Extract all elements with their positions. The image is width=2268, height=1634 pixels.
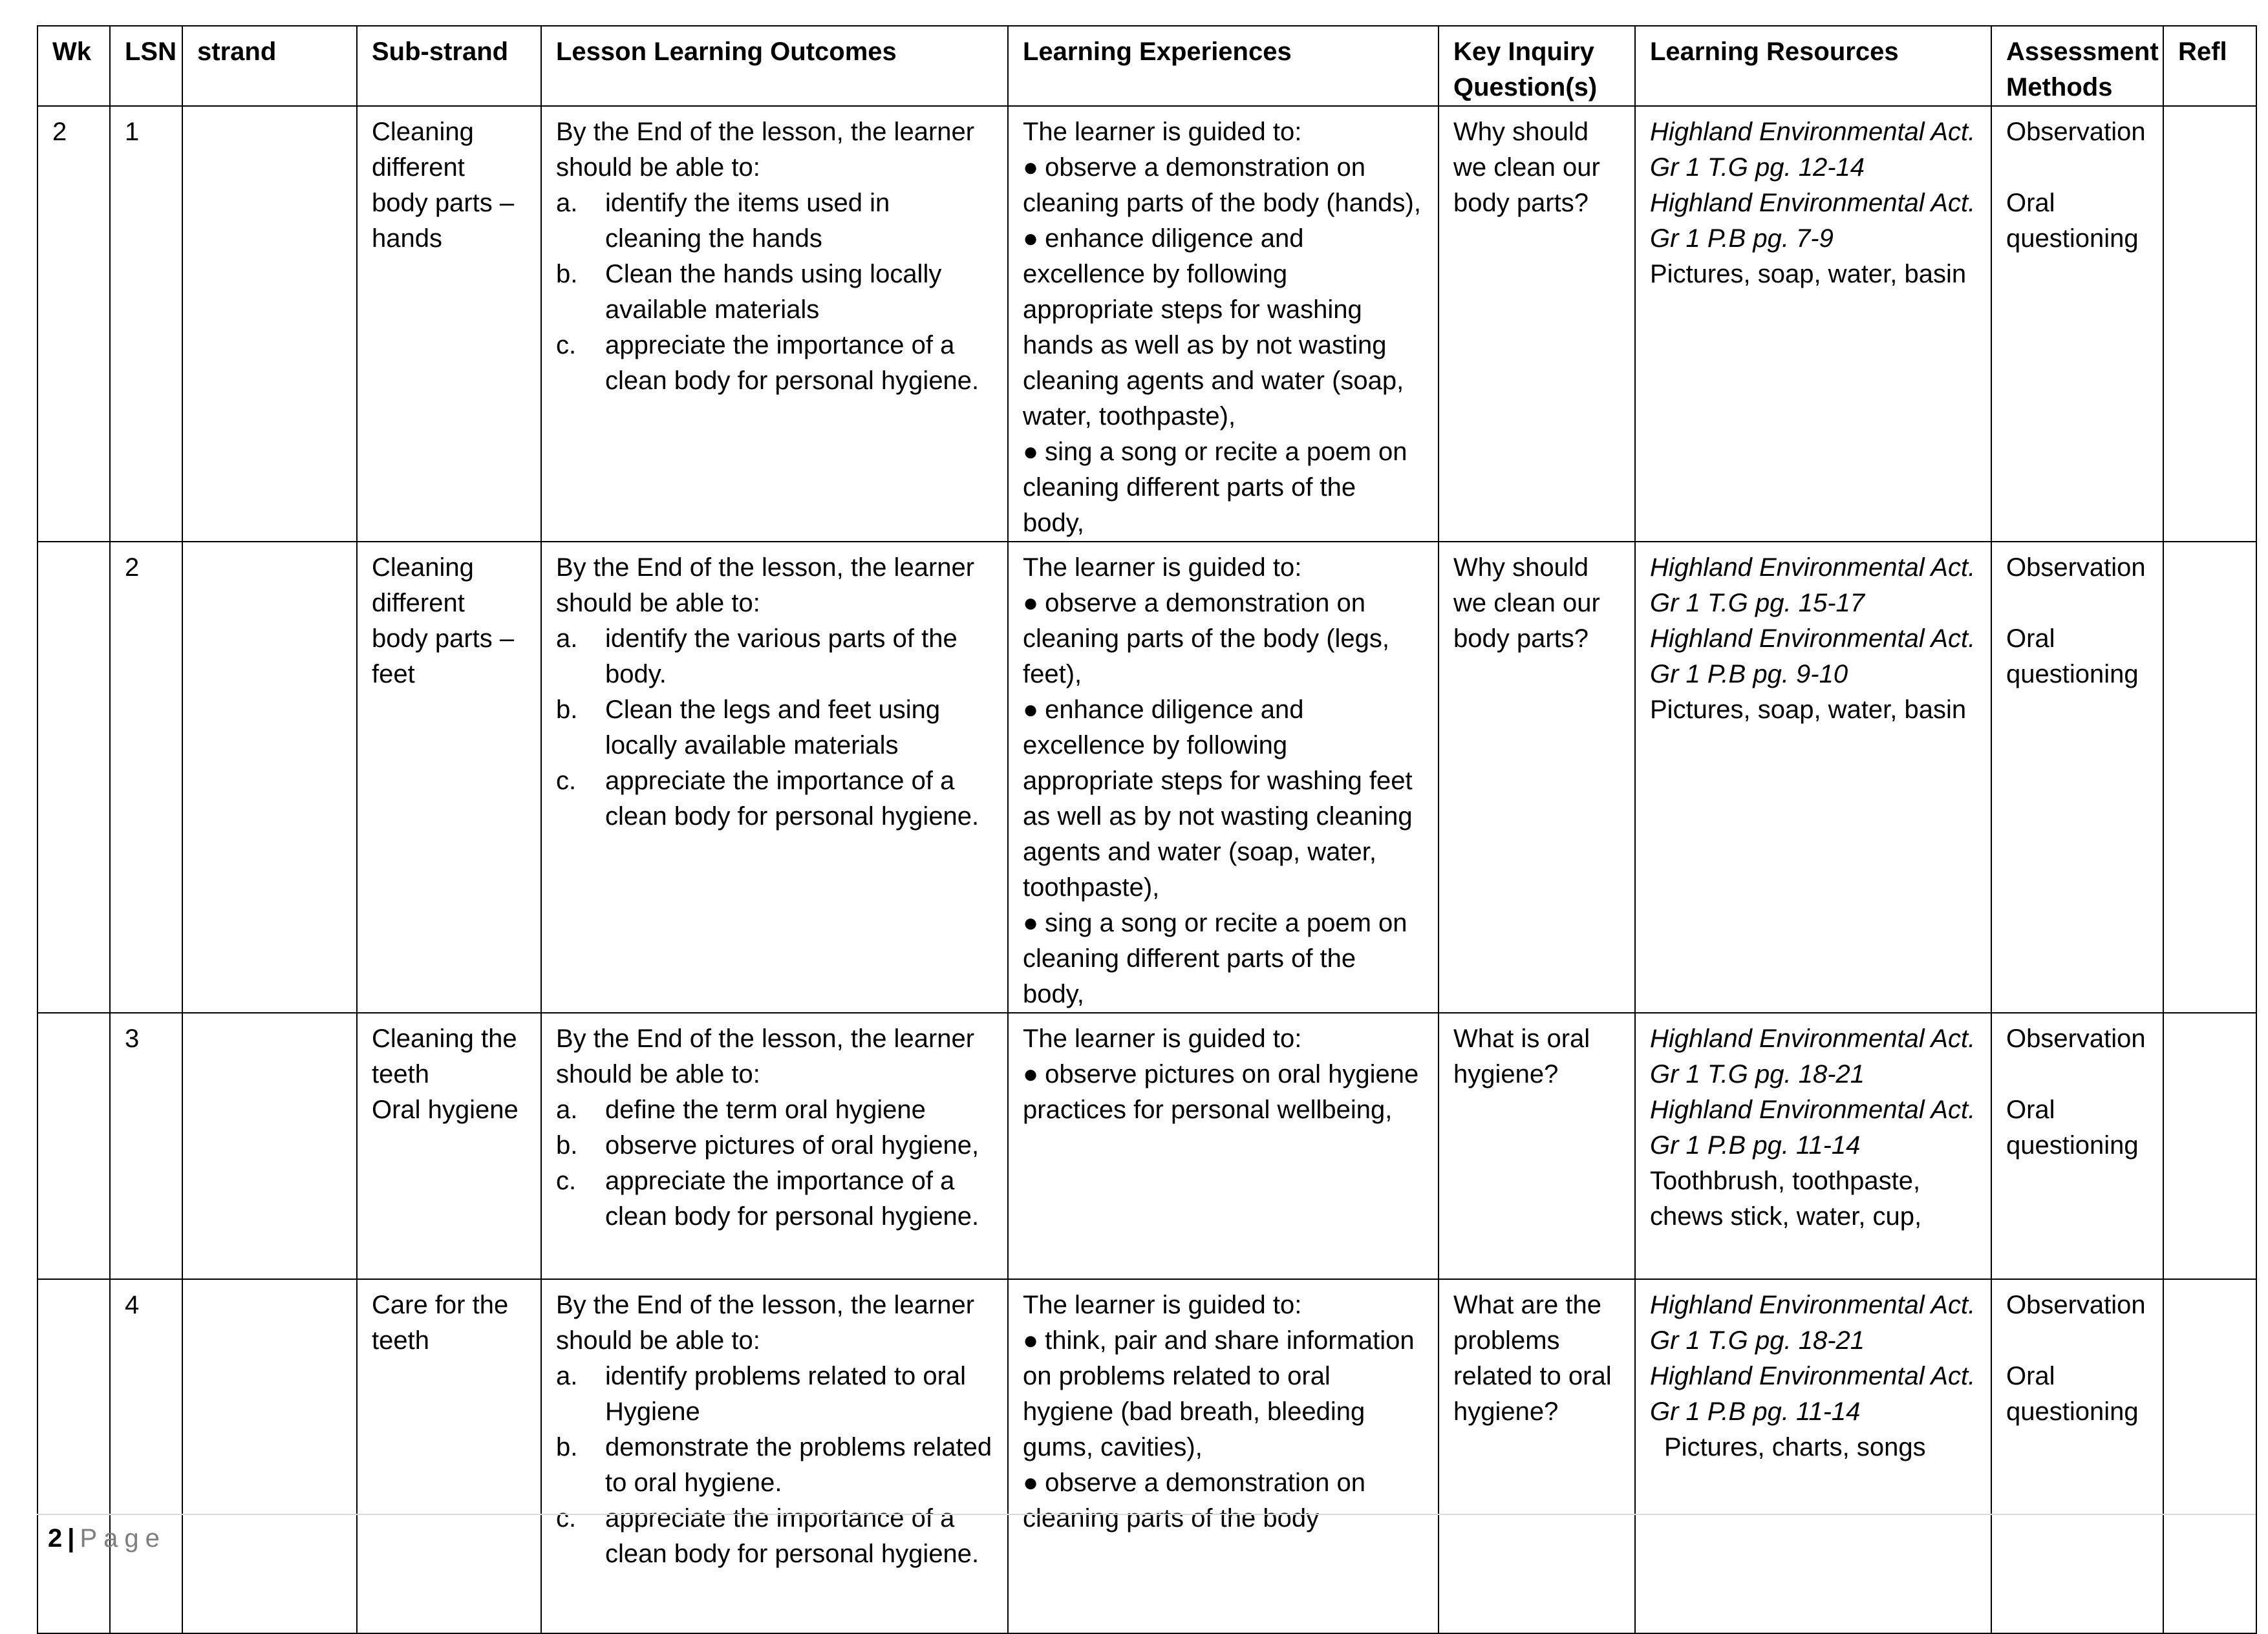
spacer xyxy=(2006,1323,2148,1359)
cell-refl xyxy=(2163,106,2256,542)
list-text: identify the various parts of the body. xyxy=(605,624,957,688)
cell-experiences xyxy=(1008,1013,1439,1279)
header-assessment: Assessment Methods xyxy=(1991,26,2163,106)
list-text: observe pictures of oral hygiene, xyxy=(605,1131,979,1160)
list-text: enhance diligence and excellence by following appropriate steps for washing feet as well as by not wasting cleaning agents and water (soap, water, toothpaste), xyxy=(1023,695,1413,902)
cell-wk: 2 xyxy=(37,106,110,542)
table-row xyxy=(37,542,2256,1013)
experiences-intro: The learner is guided to: xyxy=(1023,1291,1302,1319)
resource-pupil-book: Highland Environmental Act. Gr 1 P.B pg. 9-10 xyxy=(1650,624,1976,688)
list-item xyxy=(556,692,993,763)
table-row xyxy=(37,1013,2256,1279)
cell-assessment xyxy=(1991,542,2163,1013)
header-wk: Wk xyxy=(37,26,110,106)
experiences-intro: The learner is guided to: xyxy=(1023,1024,1302,1053)
bullet-icon: ● xyxy=(1023,589,1039,617)
cell-strand xyxy=(182,1013,357,1279)
cell-inquiry: What are the problems related to oral hygiene? xyxy=(1439,1279,1635,1633)
list-marker: b. xyxy=(556,260,578,288)
outcomes-list xyxy=(556,1359,993,1572)
cell-experiences xyxy=(1008,1279,1439,1633)
list-marker: a. xyxy=(556,624,578,653)
cell-strand xyxy=(182,1279,357,1633)
cell-outcomes xyxy=(541,1279,1008,1633)
list-marker: c. xyxy=(556,331,577,359)
list-item xyxy=(1023,692,1424,906)
list-text: sing a song or recite a poem on cleaning different parts of the body, xyxy=(1023,438,1407,537)
list-text: observe a demonstration on cleaning parts of the body (hands), xyxy=(1023,153,1421,217)
header-refl: Refl xyxy=(2163,26,2256,106)
resource-teacher-guide: Highland Environmental Act. Gr 1 T.G pg. 15-17 xyxy=(1650,553,1976,617)
outcomes-intro: By the End of the lesson, the learner should be able to: xyxy=(556,118,975,182)
resource-materials: Pictures, charts, songs xyxy=(1664,1433,1926,1461)
cell-resources xyxy=(1635,1279,1991,1633)
cell-refl xyxy=(2163,542,2256,1013)
cell-lsn: 1 xyxy=(110,106,182,542)
cell-wk xyxy=(37,1013,110,1279)
outcomes-intro: By the End of the lesson, the learner should be able to: xyxy=(556,553,975,617)
list-item xyxy=(1023,1323,1424,1465)
list-text: identify the items used in cleaning the hands xyxy=(605,189,890,253)
cell-strand xyxy=(182,542,357,1013)
cell-wk xyxy=(37,1279,110,1633)
bullet-icon: ● xyxy=(1023,224,1039,253)
cell-experiences xyxy=(1008,542,1439,1013)
cell-inquiry: What is oral hygiene? xyxy=(1439,1013,1635,1279)
assessment-method: Oral questioning xyxy=(2006,1096,2139,1160)
substrand-title: Cleaning the teeth xyxy=(372,1024,517,1088)
resource-materials: Pictures, soap, water, basin xyxy=(1650,260,1967,288)
outcomes-list xyxy=(556,186,993,399)
list-item xyxy=(556,621,993,692)
cell-outcomes xyxy=(541,1013,1008,1279)
list-text: demonstrate the problems related to oral hygiene. xyxy=(605,1433,992,1497)
outcomes-intro: By the End of the lesson, the learner should be able to: xyxy=(556,1024,975,1088)
resource-materials: Toothbrush, toothpaste, chews stick, water, cup, xyxy=(1650,1167,1922,1231)
outcomes-intro: By the End of the lesson, the learner should be able to: xyxy=(556,1291,975,1355)
list-item xyxy=(1023,434,1424,541)
experiences-intro: The learner is guided to: xyxy=(1023,553,1302,582)
footer-separator: | xyxy=(67,1524,75,1553)
assessment-method: Observation xyxy=(2006,118,2146,146)
header-lsn: LSN xyxy=(110,26,182,106)
resource-pupil-book: Highland Environmental Act. Gr 1 P.B pg. 11-14 xyxy=(1650,1362,1976,1426)
page-number: 2 xyxy=(48,1524,63,1553)
cell-resources xyxy=(1635,1013,1991,1279)
cell-lsn: 2 xyxy=(110,542,182,1013)
experiences-intro: The learner is guided to: xyxy=(1023,118,1302,146)
bullet-icon: ● xyxy=(1023,1469,1039,1497)
header-resources: Learning Resources xyxy=(1635,26,1991,106)
cell-inquiry: Why should we clean our body parts? xyxy=(1439,106,1635,542)
page-label: Page xyxy=(80,1524,166,1553)
resource-pupil-book: Highland Environmental Act. Gr 1 P.B pg. 11-14 xyxy=(1650,1096,1976,1160)
cell-refl xyxy=(2163,1279,2256,1633)
spacer xyxy=(2006,150,2148,186)
bullet-icon: ● xyxy=(1023,1326,1039,1355)
spacer xyxy=(2006,1057,2148,1092)
substrand-subtitle: Oral hygiene xyxy=(372,1096,519,1124)
list-item xyxy=(1023,221,1424,434)
cell-wk xyxy=(37,542,110,1013)
list-text: think, pair and share information on problems related to oral hygiene (bad breath, bleeding gums, cavities), xyxy=(1023,1326,1415,1461)
list-marker: a. xyxy=(556,189,578,217)
bullet-icon: ● xyxy=(1023,909,1039,937)
assessment-method: Oral questioning xyxy=(2006,624,2139,688)
cell-assessment xyxy=(1991,106,2163,542)
cell-lsn: 4 xyxy=(110,1279,182,1633)
list-item xyxy=(556,1128,993,1163)
assessment-method: Observation xyxy=(2006,1291,2146,1319)
header-inquiry: Key Inquiry Question(s) xyxy=(1439,26,1635,106)
list-marker: c. xyxy=(556,767,577,795)
bullet-icon: ● xyxy=(1023,153,1039,182)
resource-teacher-guide: Highland Environmental Act. Gr 1 T.G pg. 18-21 xyxy=(1650,1024,1976,1088)
assessment-method: Observation xyxy=(2006,553,2146,582)
outcomes-list xyxy=(556,621,993,834)
resource-materials: Pictures, soap, water, basin xyxy=(1650,695,1967,724)
resource-teacher-guide: Highland Environmental Act. Gr 1 T.G pg. 12-14 xyxy=(1650,118,1976,182)
cell-substrand xyxy=(357,1013,541,1279)
cell-lsn: 3 xyxy=(110,1013,182,1279)
header-strand: strand xyxy=(182,26,357,106)
cell-assessment xyxy=(1991,1279,2163,1633)
list-item xyxy=(556,328,993,399)
list-text: enhance diligence and excellence by following appropriate steps for washing hands as well as by not wasting cleaning agents and water (soap, water, toothpaste), xyxy=(1023,224,1404,430)
list-item xyxy=(556,1163,993,1235)
list-item xyxy=(1023,1465,1424,1536)
bullet-icon: ● xyxy=(1023,1060,1039,1088)
list-item xyxy=(1023,906,1424,1012)
table-row xyxy=(37,1279,2256,1633)
resource-teacher-guide: Highland Environmental Act. Gr 1 T.G pg. 18-21 xyxy=(1650,1291,1976,1355)
list-item xyxy=(1023,586,1424,692)
list-marker: b. xyxy=(556,1131,578,1160)
list-marker: a. xyxy=(556,1096,578,1124)
assessment-method: Oral questioning xyxy=(2006,1362,2139,1426)
scheme-of-work-table xyxy=(37,25,2257,1634)
list-item xyxy=(1023,150,1424,221)
list-item xyxy=(556,257,993,328)
cell-substrand: Care for the teeth xyxy=(357,1279,541,1633)
list-marker: b. xyxy=(556,1433,578,1461)
cell-outcomes xyxy=(541,542,1008,1013)
list-text: appreciate the importance of a clean body for personal hygiene. xyxy=(605,1167,979,1231)
list-item xyxy=(556,763,993,834)
spacer xyxy=(2006,586,2148,621)
list-text: observe a demonstration on cleaning parts of the body xyxy=(1023,1469,1366,1533)
cell-resources xyxy=(1635,106,1991,542)
list-text: appreciate the importance of a clean body for personal hygiene. xyxy=(605,331,979,395)
cell-strand xyxy=(182,106,357,542)
list-text: appreciate the importance of a clean body for personal hygiene. xyxy=(605,767,979,831)
header-substrand: Sub-strand xyxy=(357,26,541,106)
list-text: observe a demonstration on cleaning parts of the body (legs, feet), xyxy=(1023,589,1390,688)
list-marker: c. xyxy=(556,1167,577,1195)
bullet-icon: ● xyxy=(1023,695,1039,724)
list-text: sing a song or recite a poem on cleaning different parts of the body, xyxy=(1023,909,1407,1008)
list-marker: a. xyxy=(556,1362,578,1390)
list-item xyxy=(556,1092,993,1128)
list-text: define the term oral hygiene xyxy=(605,1096,926,1124)
header-outcomes: Lesson Learning Outcomes xyxy=(541,26,1008,106)
page-footer xyxy=(48,1520,166,1556)
list-item xyxy=(556,186,993,257)
list-item xyxy=(1023,1057,1424,1128)
list-marker: c. xyxy=(556,1504,577,1533)
outcomes-list xyxy=(556,1092,993,1235)
cell-outcomes xyxy=(541,106,1008,542)
list-marker: b. xyxy=(556,695,578,724)
resource-pupil-book: Highland Environmental Act. Gr 1 P.B pg. 7-9 xyxy=(1650,189,1976,253)
assessment-method: Observation xyxy=(2006,1024,2146,1053)
cell-substrand: Cleaning different body parts – hands xyxy=(357,106,541,542)
cell-substrand: Cleaning different body parts – feet xyxy=(357,542,541,1013)
bullet-icon: ● xyxy=(1023,438,1039,466)
list-text: identify problems related to oral Hygiene xyxy=(605,1362,967,1426)
cell-refl xyxy=(2163,1013,2256,1279)
list-item xyxy=(556,1501,993,1572)
cell-assessment xyxy=(1991,1013,2163,1279)
cell-resources xyxy=(1635,542,1991,1013)
cell-inquiry: Why should we clean our body parts? xyxy=(1439,542,1635,1013)
footer-divider xyxy=(37,1514,2256,1515)
header-experiences: Learning Experiences xyxy=(1008,26,1439,106)
cell-experiences xyxy=(1008,106,1439,542)
table-header-row xyxy=(37,26,2256,106)
list-text: appreciate the importance of a clean body for personal hygiene. xyxy=(605,1504,979,1568)
list-item xyxy=(556,1359,993,1430)
table-row xyxy=(37,106,2256,542)
list-text: observe pictures on oral hygiene practices for personal wellbeing, xyxy=(1023,1060,1419,1124)
assessment-method: Oral questioning xyxy=(2006,189,2139,253)
list-text: Clean the hands using locally available materials xyxy=(605,260,942,324)
list-text: Clean the legs and feet using locally available materials xyxy=(605,695,941,759)
list-item xyxy=(556,1430,993,1501)
